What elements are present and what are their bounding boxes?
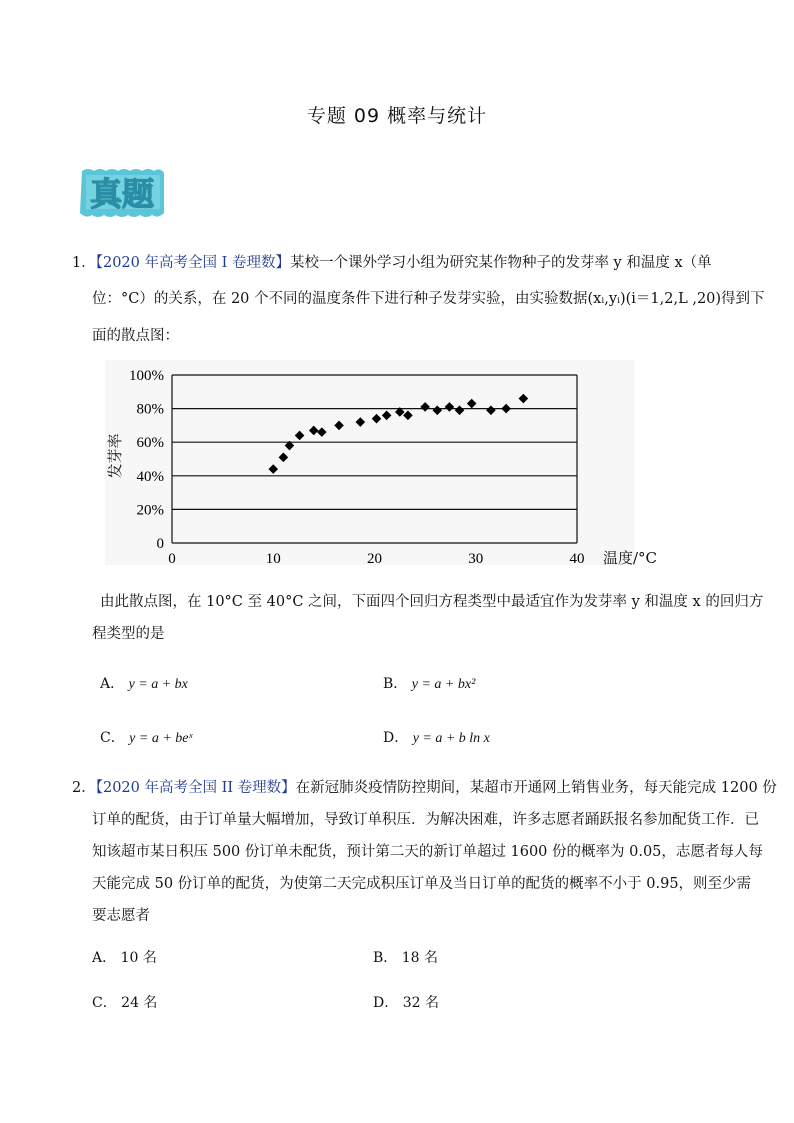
q1-option-d xyxy=(383,727,490,747)
q1-line2: 位：°C）的关系，在 20 个不同的温度条件下进行种子发芽实验，由实验数据(xᵢ,yᵢ)(i＝1,2,L ,20)得到下 xyxy=(92,291,765,307)
q1-line1-text: 某校一个课外学习小组为研究某作物种子的发芽率 y 和温度 x（单 xyxy=(289,255,712,271)
y-tick-label: 20% xyxy=(136,502,164,519)
badge-text: 真题 xyxy=(89,175,155,213)
q1-after-line1: 由此散点图，在 10°C 至 40°C 之间，下面四个回归方程类型中最适宜作为发芽率 y 和温度 x 的回归方 xyxy=(100,594,764,610)
option-label: A． xyxy=(92,950,117,966)
q2-line5: 要志愿者 xyxy=(92,908,150,924)
page-title: 专题 09 概率与统计 xyxy=(306,105,488,127)
q2-line2: 订单的配货，由于订单量大幅增加，导致订单积压．为解决困难，许多志愿者踊跃报名参加配货工作．已 xyxy=(92,812,759,828)
option-text: y = a + bx xyxy=(128,677,188,692)
scatter-chart xyxy=(105,360,658,567)
q1-after-line2: 程类型的是 xyxy=(92,626,165,642)
option-label: C． xyxy=(92,995,117,1011)
y-tick-label: 0 xyxy=(156,536,164,552)
q2-line1-text: 在新冠肺炎疫情防控期间，某超市开通网上销售业务，每天能完成 1200 份 xyxy=(295,780,777,796)
x-tick-label: 20 xyxy=(367,551,382,567)
x-tick-label: 0 xyxy=(168,551,176,567)
q1-number: 1． xyxy=(72,255,96,271)
zhenti-badge-logo xyxy=(78,165,166,221)
option-label: D． xyxy=(383,730,409,746)
option-text: 32 名 xyxy=(402,995,439,1011)
x-tick-label: 30 xyxy=(468,551,484,567)
option-label: D． xyxy=(373,995,399,1011)
option-label: B． xyxy=(373,950,398,966)
q2-line4: 天能完成 50 份订单的配货，为使第二天完成积压订单及当日订单的配货的概率不小于 0.95，则至少需 xyxy=(92,876,752,892)
q1-line3: 面的散点图： xyxy=(92,328,179,344)
q2-option-c xyxy=(92,992,157,1012)
q1-option-c xyxy=(100,727,192,747)
option-text: 24 名 xyxy=(121,995,158,1011)
q1-option-b xyxy=(383,673,475,693)
y-tick-label: 100% xyxy=(129,368,164,384)
chart-y-label: 发芽率 xyxy=(106,433,124,479)
option-text: y = a + bx² xyxy=(411,677,476,692)
q2-line1 xyxy=(72,778,777,798)
y-tick-label: 80% xyxy=(136,401,164,418)
q2-option-b xyxy=(373,947,438,967)
x-tick-label: 40 xyxy=(569,551,585,567)
x-tick-label: 10 xyxy=(265,551,281,567)
chart-x-label: 温度/°C xyxy=(603,549,658,567)
option-text: y = a + b ln x xyxy=(412,731,490,746)
q1-source-tag: 【2020 年高考全国 I 卷理数】 xyxy=(95,255,290,271)
q2-option-a xyxy=(92,947,157,967)
q2-line3: 知该超市某日积压 500 份订单未配货，预计第二天的新订单超过 1600 份的概率为 0.05，志愿者每人每 xyxy=(92,844,763,860)
option-label: A． xyxy=(100,676,125,692)
option-text: 10 名 xyxy=(120,950,157,966)
option-text: 18 名 xyxy=(401,950,439,966)
option-text: y = a + beˣ xyxy=(129,731,193,746)
option-label: C． xyxy=(100,730,125,746)
option-label: B． xyxy=(383,676,408,692)
q2-source-tag: 【2020 年高考全国 II 卷理数】 xyxy=(95,780,296,796)
q1-line1 xyxy=(72,253,712,273)
q2-number: 2． xyxy=(72,780,96,796)
y-tick-label: 60% xyxy=(136,435,164,452)
q1-option-a xyxy=(100,673,188,693)
y-tick-label: 40% xyxy=(136,468,164,485)
q2-option-d xyxy=(373,992,439,1012)
